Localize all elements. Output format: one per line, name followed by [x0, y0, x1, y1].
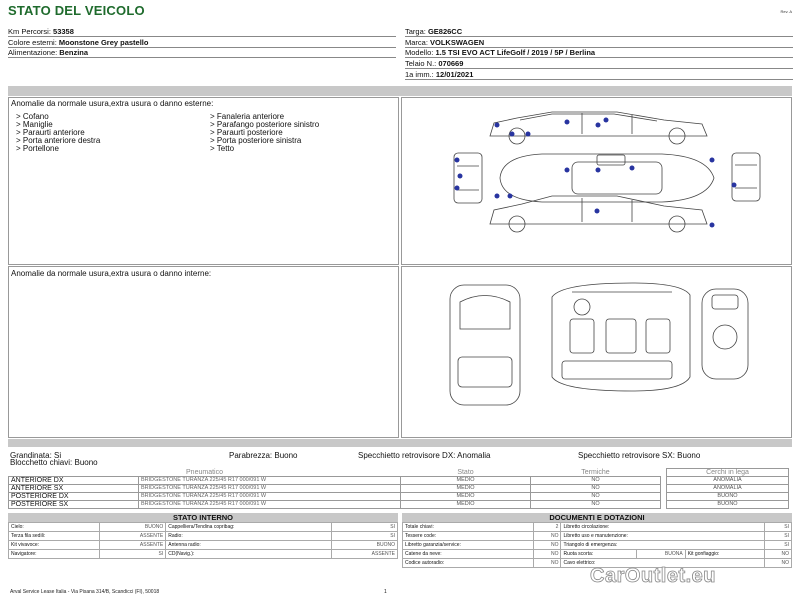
- column-header: Termiche: [581, 468, 610, 476]
- list-item: > Tetto: [210, 144, 235, 153]
- table-row: Terza fila sedili: ASSENTE Radio: SI: [9, 532, 398, 541]
- table-row: Libretto garanzia/service: NO Triangolo di emergenza: SI: [403, 541, 792, 550]
- windshield-status: Parabrezza: Buono: [229, 451, 298, 460]
- table-row: Tessere code: NO Libretto uso e manutenzione: SI: [403, 532, 792, 541]
- list-item: > Paraurti anteriore: [16, 128, 85, 137]
- section-divider: [8, 439, 792, 447]
- list-item: > Porta anteriore destra: [16, 136, 101, 145]
- table-row: ANTERIORE DX BRIDGESTONE TURANZA 225/45 R17 000/091 W MEDIO NO ANOMALIA: [9, 477, 789, 485]
- hail-status: Grandinata: Si: [10, 451, 62, 460]
- section-title: DOCUMENTI E DOTAZIONI: [402, 513, 792, 522]
- external-damage-title: Anomalie da normale usura,extra usura o danno esterne:: [11, 99, 214, 108]
- internal-damage-title: Anomalie da normale usura,extra usura o danno interne:: [11, 269, 212, 278]
- color-row: Colore esterni: Moonstone Grey pastello: [8, 38, 396, 48]
- chassis-row: Telaio N.: 070669: [405, 59, 793, 69]
- table-row: Codice autoradio: NO Cavo elettrico: NO: [403, 559, 792, 568]
- external-damage-list-1: [16, 113, 100, 153]
- list-item: > Parafango posteriore sinistro: [210, 120, 320, 129]
- km-row: Km Percorsi: 53358: [8, 27, 396, 37]
- watermark: CarOutlet.eu: [590, 565, 717, 587]
- internal-state-section: [8, 513, 398, 559]
- column-header: Cerchi in lega: [667, 469, 789, 477]
- brand-row: Marca: VOLKSWAGEN: [405, 38, 793, 48]
- table-row: Catene da neve: NO Ruota scorta: BUONA Kit gonfiaggio: NO: [403, 550, 792, 559]
- table-row: Cielo: BUONO Cappelliera/Tendina copribag: SI: [9, 523, 398, 532]
- fuel-row: Alimentazione: Benzina: [8, 48, 396, 58]
- interior-diagram-panel: [401, 266, 792, 438]
- list-item: > Fanaleria anteriore: [210, 112, 285, 121]
- car-exterior-diagram-icon: [402, 98, 791, 264]
- table-row: Navigatore: SI CD(Navig.): ASSENTE: [9, 550, 398, 559]
- page-title: STATO DEL VEICOLO: [8, 3, 145, 18]
- plate-row: Targa: GE826CC: [405, 27, 793, 37]
- internal-damage-panel: [8, 266, 399, 438]
- revision: Rev. A: [780, 9, 792, 14]
- registration-row: 1a imm.: 12/01/2021: [405, 70, 793, 80]
- section-divider: [8, 86, 792, 96]
- keys-status: Blocchetto chiavi: Buono: [10, 458, 98, 467]
- column-header: Pneumatico: [186, 468, 223, 476]
- tyres-table: [8, 468, 789, 509]
- exterior-diagram-panel: [401, 97, 792, 265]
- damage-markers: [455, 118, 737, 228]
- section-title: STATO INTERNO: [8, 513, 398, 522]
- table-row: Totale chiavi: 2 Libretto circolazione: SI: [403, 523, 792, 532]
- mirror-sx-status: Specchietto retrovisore SX: Buono: [578, 451, 701, 460]
- footer-address: Arval Service Lease Italia - Via Pisana 314/B, Scandicci (FI), 50018: [10, 589, 160, 595]
- list-item: > Porta posteriore sinistra: [210, 136, 302, 145]
- table-row: Kit vivavoce: ASSENTE Antenna radio: BUONO: [9, 541, 398, 550]
- mirror-dx-status: Specchietto retrovisore DX: Anomalia: [358, 451, 491, 460]
- external-damage-list-2: [210, 113, 319, 153]
- list-item: > Cofano: [16, 112, 49, 121]
- table-row: POSTERIORE DX BRIDGESTONE TURANZA 225/45 R17 000/091 W MEDIO NO BUONO: [9, 493, 789, 501]
- page-number: 1: [384, 589, 387, 595]
- list-item: > Paraurti posteriore: [210, 128, 283, 137]
- column-header: Stato: [457, 468, 474, 476]
- model-row: Modello: 1.5 TSI EVO ACT LifeGolf / 2019 / 5P / Berlina: [405, 48, 793, 58]
- table-row: POSTERIORE SX BRIDGESTONE TURANZA 225/45 R17 000/091 W MEDIO NO BUONO: [9, 501, 789, 509]
- list-item: > Portellone: [16, 144, 59, 153]
- car-interior-diagram-icon: [402, 267, 791, 437]
- documents-section: [402, 513, 792, 568]
- table-row: ANTERIORE SX BRIDGESTONE TURANZA 225/45 R17 000/091 W MEDIO NO ANOMALIA: [9, 485, 789, 493]
- list-item: > Maniglie: [16, 120, 53, 129]
